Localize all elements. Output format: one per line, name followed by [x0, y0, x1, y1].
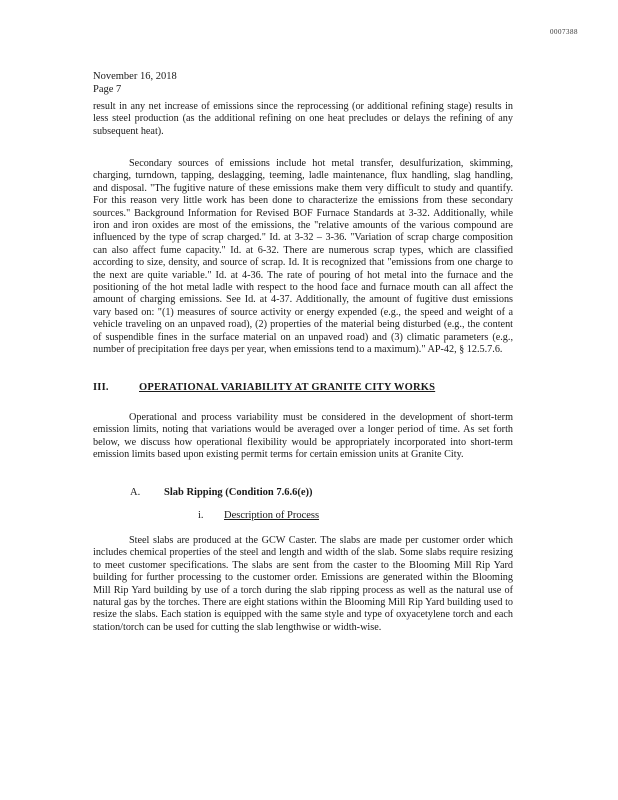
subsection-heading-a	[130, 487, 313, 498]
continuation-paragraph: result in any net increase of emissions since the reprocessing (or additional refining stage) results in less steel production (as the additional refining on one heat precludes or delays the refining of any subsequent heat).	[93, 101, 513, 137]
operational-variability-paragraph: Operational and process variability must be considered in the development of short-term emission limits, noting that variations would be averaged over a longer period of time. As set forth below, we discuss how operational flexibility would be appropriately incorporated into short-term emission limits based upon existing permit terms for certain emission units at Granite City.	[93, 412, 513, 461]
bates-number: 0007388	[550, 28, 578, 36]
letter-date: November 16, 2018	[93, 71, 177, 82]
subsubsection-numeral: i.	[198, 510, 204, 521]
secondary-sources-paragraph: Secondary sources of emissions include hot metal transfer, desulfurization, skimming, charging, turndown, tapping, deslagging, teeming, ladle maintenance, flux handling, slag handling, and disposal. "The fugitive nature of these emissions make them very difficult to study and quantify. For this reason very little work has been done to characterize the emissions from these secondary sources." Background Information for Revised BOF Furnace Standards at 3-32. Additionally, while iron and iron oxides are most of the emissions, the "relative amounts of the various compound are influenced by the type of scrap charged." Id. at 3-32 – 3-36. "Variation of scrap charge composition can also affect fume capacity." Id. at 6-32. There are numerous scrap types, which are classified according to size, density, and source of scrap. Id. It is recognized that "emissions from one charge to the next are quite variable." Id. at 4-36. The rate of pouring of hot metal into the furnace and the positioning of the hot metal ladle with respect to the hood face and furnace mouth can all affect the amount of charging emissions. See Id. at 4-37. Additionally, the amount of fugitive dust emissions vary based on: "(1) measures of source activity or energy expended (e.g., the speed and weight of a vehicle traveling on an unpaved road), (2) properties of the material being disturbed (e.g., the content of suspendible fines in the surface material on an unpaved road) and (3) climatic parameters (e.g., number of precipitation free days per year, when emissions tend to a maximum)." AP-42, § 12.5.7.6.	[93, 158, 513, 356]
subsubsection-title: Description of Process	[224, 510, 320, 521]
subsection-title: Slab Ripping (Condition 7.6.6(e))	[164, 487, 313, 498]
section-heading-iii	[93, 382, 523, 393]
letter-header	[93, 70, 177, 96]
page-label: Page 7	[93, 84, 122, 95]
section-title: OPERATIONAL VARIABILITY AT GRANITE CITY WORKS	[139, 382, 436, 393]
subsubsection-heading-i	[198, 510, 319, 521]
subsection-letter: A.	[130, 487, 141, 498]
section-number: III.	[93, 382, 109, 393]
process-description-paragraph: Steel slabs are produced at the GCW Caster. The slabs are made per customer order which includes chemical properties of the steel and length and width of the slab. Some slabs require resizing to meet customer specifications. The slabs are sent from the caster to the Blooming Mill Rip Yard building for further processing to the customer order. Emissions are generated within the Blooming Mill Rip Yard building by use of a torch during the slab ripping process as well as the natural use of natural gas by the torches. There are eight stations within the Blooming Mill Rip Yard building used to resize the slabs. Each station is equipped with the same style and type of oxyacetylene torch and each station/torch can be used for cutting the slab lengthwise or width-wise.	[93, 535, 513, 633]
